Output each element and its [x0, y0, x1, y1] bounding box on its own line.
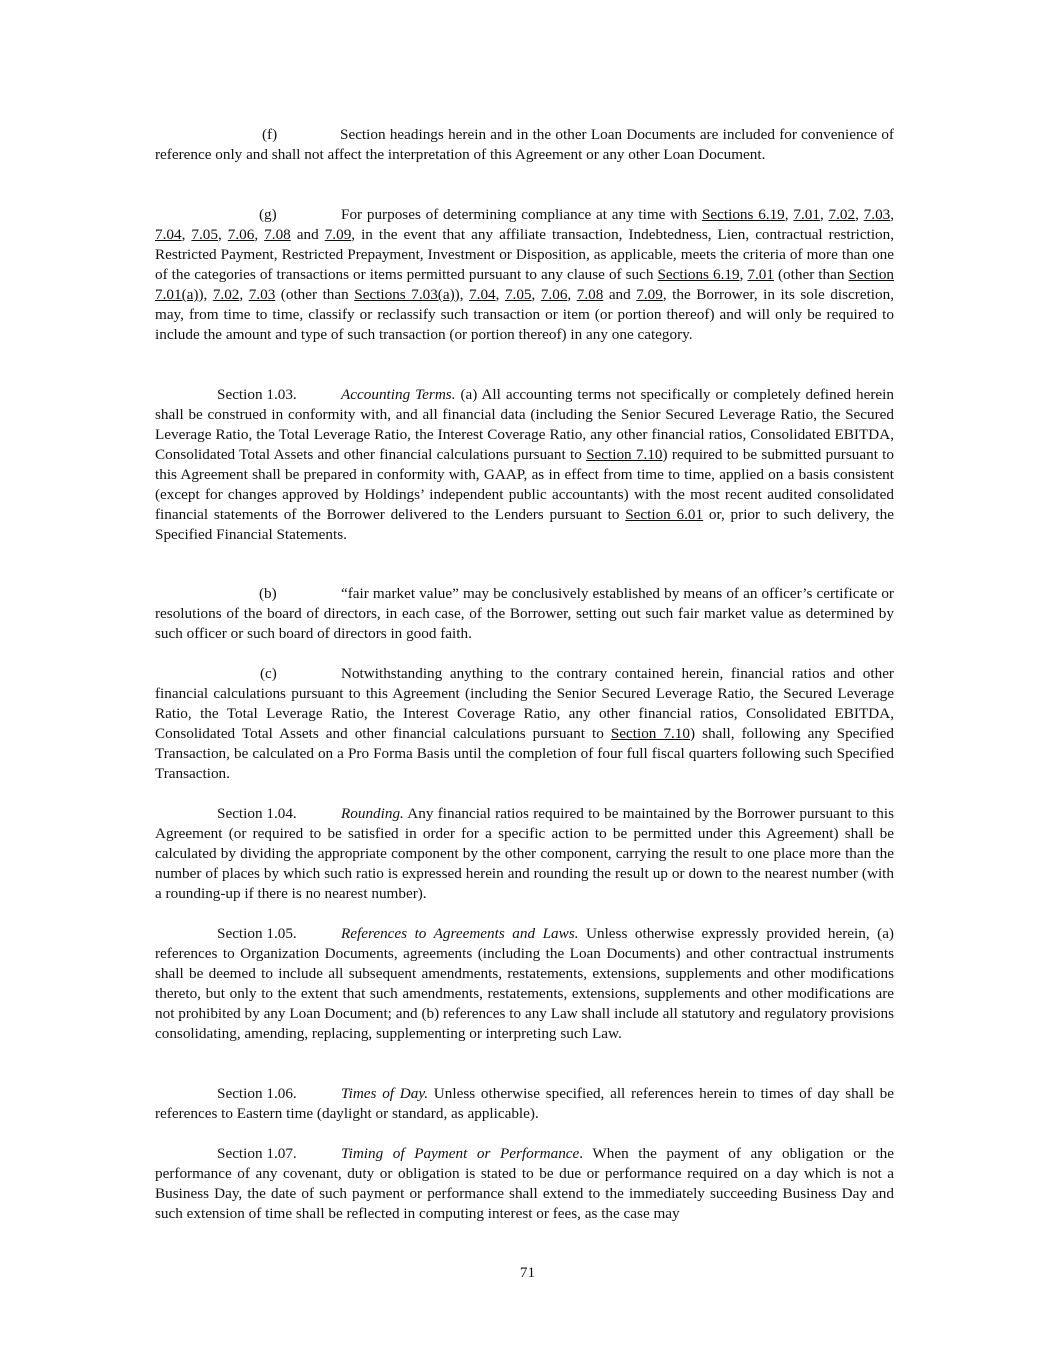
clause-label-f: (f)	[262, 126, 278, 143]
page-number: 71	[519, 1264, 536, 1281]
section-number: Section 1.04.	[217, 805, 297, 822]
clause-label-g: (g)	[259, 206, 277, 223]
paragraph-g: (g) For purposes of determining compliance at any time with Sections 6.19, 7.01, 7.02, 7.03, 7.04, 7.05, 7.06, 7.08 and 7.09, in the event that any affiliate transaction, Indebtedness, Lien, contractual restriction, Restricted Payment, Restricted Prepayment, Investment or Disposition, as applicable, meets the criteria of more than one of the categories of transactions or items permitted pursuant to any clause of such Sections 6.19, 7.01 (other than Section 7.01(a)), 7.02, 7.03 (other than Sections 7.03(a)), 7.04, 7.05, 7.06, 7.08 and 7.09, the Borrower, in its sole discretion, may, from time to time, classify or reclassify such transaction or item (or portion thereof) and will only be required to include the amount and type of such transaction (or portion thereof) in any one category.	[155, 206, 895, 343]
cross-reference: 7.02	[828, 206, 856, 223]
section-title: Timing of Payment or Performance	[341, 1145, 580, 1162]
cross-reference: Section 7.01(a)	[155, 266, 895, 303]
cross-reference: 7.01	[747, 266, 774, 283]
section-title: References to Agreements and Laws.	[341, 925, 579, 942]
section-title: Accounting Terms.	[341, 386, 456, 403]
section-number: Section 1.03.	[217, 386, 297, 403]
section-number: Section 1.06.	[217, 1085, 297, 1102]
cross-reference: 7.03	[863, 206, 891, 223]
section-title: Rounding.	[341, 805, 404, 822]
cross-reference: 7.06	[227, 226, 255, 243]
section-number: Section 1.05.	[217, 925, 297, 942]
paragraph-f: (f) Section headings herein and in the other Loan Documents are included for convenience of reference only and shall not affect the interpretation of this Agreement or any other Loan Document.	[155, 126, 894, 163]
cross-reference: Section 7.10	[610, 725, 690, 742]
cross-reference: 7.08	[264, 226, 291, 243]
section-title: Times of Day.	[341, 1085, 429, 1102]
section-1-03: Section 1.03. Accounting Terms. (a) All accounting terms not specifically or completely defined herein shall be construed in conformity with, and all financial data (including the Senior Secured Leverage Ratio, the Secured Leverage Ratio, the Total Leverage Ratio, the Interest Coverage Ratio, any other financial ratios, Consolidated EBITDA, Consolidated Total Assets and other financial calculations pursuant to Section 7.10) required to be submitted pursuant to this Agreement shall be prepared in conformity with, GAAP, as in effect from time to time, applied on a basis consistent (except for changes approved by Holdings’ independent public accountants) with the most recent audited consolidated financial statements of the Borrower delivered to the Lenders pursuant to Section 6.01 or, prior to such delivery, the Specified Financial Statements.	[155, 386, 894, 543]
cross-reference: 7.04	[469, 286, 496, 303]
section-1-05: Section 1.05. References to Agreements and Laws. Unless otherwise expressly provided herein, (a) references to Organization Documents, agreements (including the Loan Documents) and other contractual instruments shall be deemed to include all subsequent amendments, restatements, extensions, supplements and other modifications thereto, but only to the extent that such amendments, restatements, extensions, supplements and other modifications are not prohibited by any Loan Document; and (b) references to any Law shall include all statutory and regulatory provisions consolidating, amending, replacing, supplementing or interpreting such Law.	[155, 925, 894, 1042]
cross-reference: 7.08	[576, 286, 604, 303]
cross-reference: 7.04	[155, 226, 182, 243]
cross-reference: 7.02	[212, 286, 240, 303]
cross-reference: 7.05	[191, 226, 218, 243]
paragraph-b: (b) “fair market value” may be conclusively established by means of an officer’s certificate or resolutions of the board of directors, in each case, of the Borrower, setting out such fair market value as determined by such officer or such board of directors in good faith.	[155, 585, 894, 642]
section-1-07: Section 1.07. Timing of Payment or Performance. When the payment of any obligation or the performance of any covenant, duty or obligation is stated to be due or performance required on a day which is not a Business Day, the date of such payment or performance shall extend to the immediately succeeding Business Day and such extension of time shall be reflected in computing interest or fees, as the case may	[155, 1145, 894, 1222]
clause-label-b: (b)	[259, 585, 277, 602]
cross-reference: Section 7.10	[586, 446, 663, 463]
cross-reference: 7.05	[504, 286, 532, 303]
cross-reference: Sections 7.03(a)	[354, 286, 455, 303]
cross-reference: 7.03	[248, 286, 276, 303]
cross-reference: Sections 6.19	[657, 266, 740, 283]
cross-reference: 7.06	[540, 286, 568, 303]
clause-label-c: (c)	[260, 665, 277, 682]
paragraph-c: (c) Notwithstanding anything to the contrary contained herein, financial ratios and other financial calculations pursuant to this Agreement (including the Senior Secured Leverage Ratio, the Secured Leverage Ratio, the Total Leverage Ratio, the Interest Coverage Ratio, any other financial ratios, Consolidated EBITDA, Consolidated Total Assets and other financial calculations pursuant to Section 7.10) shall, following any Specified Transaction, be calculated on a Pro Forma Basis until the completion of four full fiscal quarters following such Specified Transaction.	[155, 665, 894, 782]
section-1-06: Section 1.06. Times of Day. Unless otherwise specified, all references herein to times of day shall be references to Eastern time (daylight or standard, as applicable).	[155, 1085, 894, 1122]
cross-reference: 7.01	[793, 206, 820, 223]
section-1-04: Section 1.04. Rounding. Any financial ratios required to be maintained by the Borrower pursuant to this Agreement (or required to be satisfied in order for a specific action to be permitted under this Agreement) shall be calculated by dividing the appropriate component by the other component, carrying the result to one place more than the number of places by which such ratio is expressed herein and rounding the result up or down to the nearest number (with a rounding-up if there is no nearest number).	[155, 805, 894, 902]
section-number: Section 1.07.	[217, 1145, 297, 1162]
cross-reference: 7.09	[324, 226, 352, 243]
cross-reference: Section 6.01	[625, 506, 704, 523]
cross-reference: Sections 6.19	[701, 206, 785, 223]
cross-reference: 7.09	[636, 286, 663, 303]
